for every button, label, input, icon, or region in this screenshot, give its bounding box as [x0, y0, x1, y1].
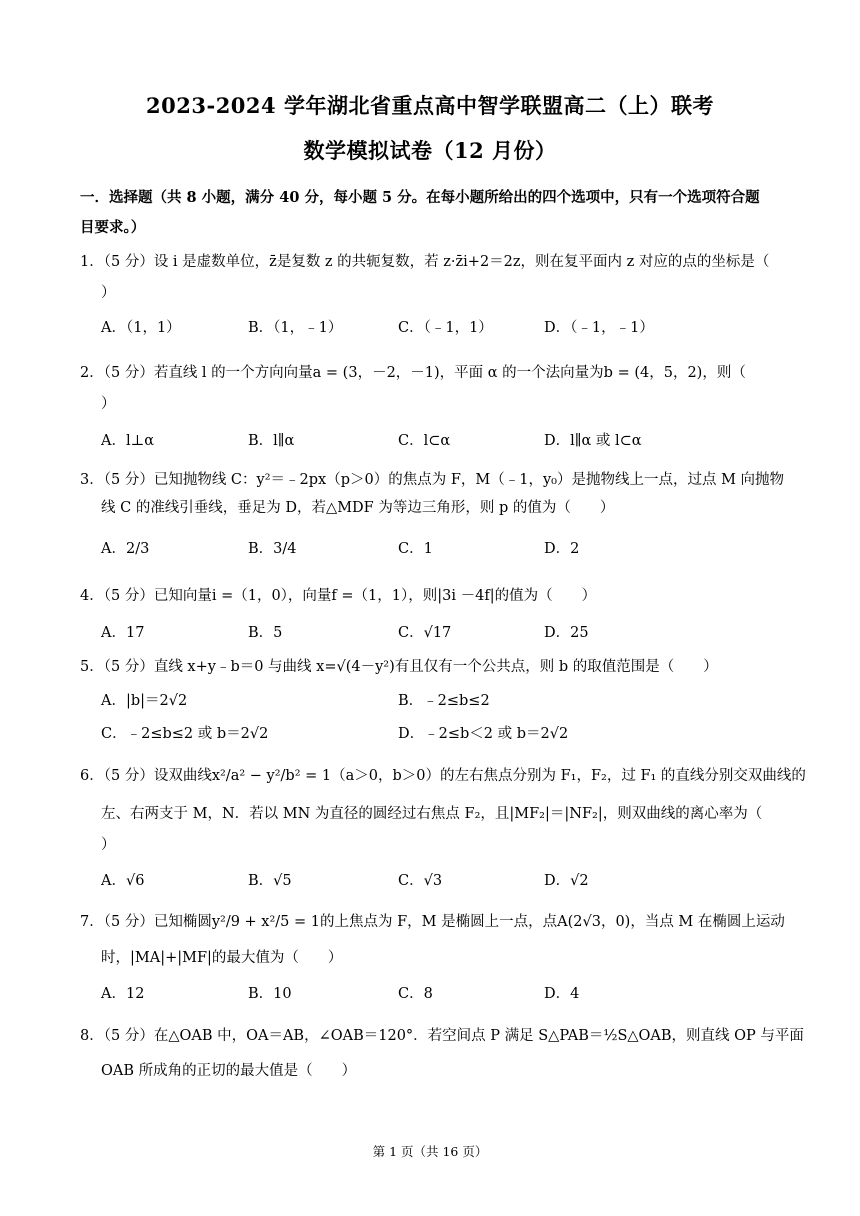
question-stem: （5 分）在△OAB 中，OA＝AB，∠OAB＝120°．若空间点 P 满足 S△PAB＝½S△OAB，则直线 OP 与平面: [103, 1028, 804, 1044]
option-b: B．﹣2≤b≤2: [398, 693, 490, 709]
option-c: C．﹣2≤b≤2 或 b＝2√2: [101, 726, 269, 742]
question-2: [80, 361, 780, 382]
question-3: [80, 468, 785, 489]
question-6: [80, 764, 806, 785]
option-c: C．√17: [398, 625, 452, 641]
question-8-line2: OAB 所成角的正切的最大值是（ ）: [101, 1063, 357, 1079]
question-stem: （5 分）已知椭圆y²/9 + x²/5 = 1的上焦点为 F，M 是椭圆上一点，点A(2√3，0)，当点 M 在椭圆上运动: [103, 914, 785, 930]
option-b: B．3/4: [248, 541, 297, 557]
question-stem: （5 分）设 i 是虚数单位，z̄是复数 z 的共轭复数，若 z·z̄i+2＝2z，则在复平面内 z 对应的点的坐标是（: [103, 254, 770, 270]
question-number: 7．: [80, 914, 104, 930]
option-d: D．﹣2≤b＜2 或 b＝2√2: [398, 726, 569, 742]
question-6-line2: 左、右两支于 M，N．若以 MN 为直径的圆经过右焦点 F₂，且|MF₂|＝|NF₂|，则双曲线的离心率为（: [101, 806, 763, 822]
option-c: C．8: [398, 986, 433, 1002]
page-footer: 第 1 页（共 16 页）: [372, 1144, 488, 1159]
option-c: C．1: [398, 541, 433, 557]
exam-title: 2023-2024 学年湖北省重点高中智学联盟高二（上）联考: [146, 93, 714, 118]
question-7: [80, 910, 785, 931]
exam-subtitle: 数学模拟试卷（12 月份）: [303, 138, 557, 163]
question-stem: （5 分）已知向量i =（1，0），向量f =（1，1），则|3i －4f|的值为（ ）: [103, 588, 597, 604]
question-stem: （5 分）设双曲线x²/a² − y²/b² = 1（a＞0，b＞0）的左右焦点分别为 F₁，F₂，过 F₁ 的直线分别交双曲线的: [103, 768, 806, 784]
section-heading-line1: 一．选择题（共 8 小题，满分 40 分，每小题 5 分。在每小题所给出的四个选项中，只有一个选项符合题: [80, 189, 760, 206]
question-number: 8．: [80, 1028, 104, 1044]
option-a: A．12: [101, 986, 145, 1002]
option-c: C．l⊂α: [398, 433, 451, 449]
question-number: 1．: [80, 254, 104, 270]
option-a: A．l⊥α: [101, 433, 155, 449]
question-number: 2．: [80, 365, 104, 381]
question-7-line2: 时，|MA|+|MF|的最大值为（ ）: [101, 950, 343, 966]
option-c: C．√3: [398, 873, 443, 889]
option-b: B．10: [248, 986, 292, 1002]
option-a: A．（1，1）: [101, 320, 181, 336]
question-5: [80, 655, 780, 676]
option-a: A．|b|＝2√2: [101, 693, 188, 709]
question-number: 6．: [80, 768, 104, 784]
question-8: [80, 1024, 804, 1045]
question-6-line3: ）: [101, 837, 116, 853]
option-d: D．25: [544, 625, 589, 641]
option-d: D．4: [544, 986, 580, 1002]
question-number: 3．: [80, 472, 104, 488]
option-d: D．2: [544, 541, 580, 557]
question-1: [80, 250, 780, 271]
option-c: C．（﹣1，1）: [398, 320, 493, 336]
question-3-line2: 线 C 的准线引垂线，垂足为 D，若△MDF 为等边三角形，则 p 的值为（ ）: [101, 500, 615, 516]
question-stem: （5 分）若直线 l 的一个方向向量a = (3，－2，－1)，平面 α 的一个法向量为b = (4，5，2)，则（: [103, 365, 746, 381]
question-number: 4．: [80, 588, 104, 604]
option-a: A．√6: [101, 873, 145, 889]
question-stem: （5 分）直线 x+y﹣b＝0 与曲线 x=√(4－y²)有且仅有一个公共点，则 b 的取值范围是（ ）: [103, 659, 718, 675]
option-b: B．5: [248, 625, 283, 641]
option-b: B．l∥α: [248, 433, 295, 449]
option-d: D．√2: [544, 873, 589, 889]
question-number: 5．: [80, 659, 104, 675]
question-stem: （5 分）已知抛物线 C：y²＝﹣2px（p＞0）的焦点为 F，M（﹣1，y₀）是抛物线上一点，过点 M 向抛物: [103, 472, 785, 488]
option-b: B．√5: [248, 873, 292, 889]
option-a: A．2/3: [101, 541, 150, 557]
option-d: D．l∥α 或 l⊂α: [544, 433, 642, 449]
option-b: B．（1，﹣1）: [248, 320, 343, 336]
option-a: A．17: [101, 625, 145, 641]
question-4: [80, 584, 780, 605]
option-d: D．（﹣1，﹣1）: [544, 320, 654, 336]
question-2-line2: ）: [101, 396, 116, 412]
section-heading-line2: 目要求。）: [80, 219, 146, 236]
question-1-line2: ）: [101, 285, 116, 301]
